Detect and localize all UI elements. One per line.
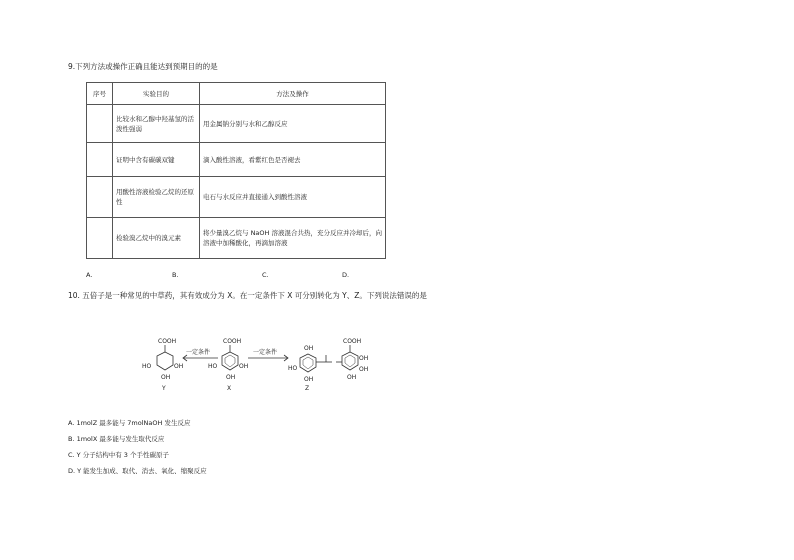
- question-10-title: 10. 五倍子是一种常见的中草药，其有效成分为 X。在一定条件下 X 可分别转化为 Y、Z。下列说法错误的是: [68, 291, 427, 300]
- z-oh-bottom: OH: [304, 376, 314, 383]
- z-cooh: COOH: [343, 338, 362, 345]
- row-no-cell: [87, 177, 113, 218]
- experiment-table: [86, 82, 386, 259]
- row-aim-cell: 用酸性溶液检验乙烷的还原性: [113, 177, 200, 218]
- row-aim-cell: 检验溴乙烷中的溴元素: [113, 218, 200, 259]
- option-a[interactable]: A. 1molZ 最多能与 7molNaOH 发生反应: [68, 419, 191, 427]
- row-method-cell: 滴入酸性溶液，看紫红色是否褪去: [200, 143, 386, 177]
- x-cooh: COOH: [223, 338, 242, 345]
- option-b[interactable]: B. 1molX 最多能与发生取代反应: [68, 435, 165, 443]
- ring-z-right-inner: [345, 355, 355, 367]
- row-no-cell: [87, 143, 113, 177]
- ring-z-left-inner: [303, 357, 313, 369]
- y-ho: HO: [142, 363, 152, 370]
- row-no-cell: [87, 105, 113, 143]
- arrow-label-left: 一定条件: [186, 349, 211, 356]
- z-oh-right: OH: [359, 355, 369, 362]
- table-row: [87, 143, 386, 177]
- label-x: X: [227, 385, 232, 392]
- header-method: 方法及操作: [200, 83, 386, 105]
- header-aim: 实验目的: [113, 83, 200, 105]
- y-cooh: COOH: [158, 338, 177, 345]
- row-no-cell: [87, 218, 113, 259]
- header-no: 序号: [87, 83, 113, 105]
- table-row: [87, 177, 386, 218]
- x-oh-bottom: OH: [226, 374, 236, 381]
- option-c[interactable]: C. Y 分子结构中有 3 个手性碳原子: [68, 451, 169, 459]
- label-z: Z: [305, 385, 310, 392]
- y-oh-bottom: OH: [161, 374, 171, 381]
- reaction-scheme: [60, 330, 400, 395]
- question-9-title: 9.下列方法或操作正确且能达到预期目的的是: [68, 62, 218, 71]
- choice-a[interactable]: A.: [86, 271, 93, 279]
- z-oh-top: OH: [304, 345, 314, 352]
- arrow-label-right: 一定条件: [253, 349, 278, 356]
- x-ho: HO: [208, 363, 218, 370]
- ring-y: [157, 352, 173, 370]
- ring-x-inner: [225, 355, 235, 367]
- table-row: [87, 105, 386, 143]
- option-d[interactable]: D. Y 能发生加成、取代、消去、氧化、缩聚反应: [68, 467, 207, 475]
- row-aim-cell: 比较水和乙醇中羟基氢的活泼性强弱: [113, 105, 200, 143]
- row-method-cell: 用金属钠分别与水和乙醇反应: [200, 105, 386, 143]
- table-header-row: [87, 83, 386, 105]
- choice-b[interactable]: B.: [172, 271, 179, 279]
- row-method-cell: 电石与水反应并直接通入到酸性溶液: [200, 177, 386, 218]
- row-aim-cell: 证明中含有碳碳双键: [113, 143, 200, 177]
- x-oh: OH: [239, 363, 249, 370]
- z-oh-bottom-right: OH: [347, 374, 357, 381]
- label-y: Y: [162, 385, 166, 392]
- choice-c[interactable]: C.: [262, 271, 269, 279]
- z-ho: HO: [288, 365, 298, 372]
- table-row: [87, 218, 386, 259]
- y-oh: OH: [174, 363, 184, 370]
- choice-d[interactable]: D.: [342, 271, 350, 279]
- row-method-cell: 将少量溴乙烷与 NaOH 溶液混合共热，充分反应并冷却后，向溶液中加稀酸化，再滴加溶液: [200, 218, 386, 259]
- z-oh-right-2: OH: [359, 366, 369, 373]
